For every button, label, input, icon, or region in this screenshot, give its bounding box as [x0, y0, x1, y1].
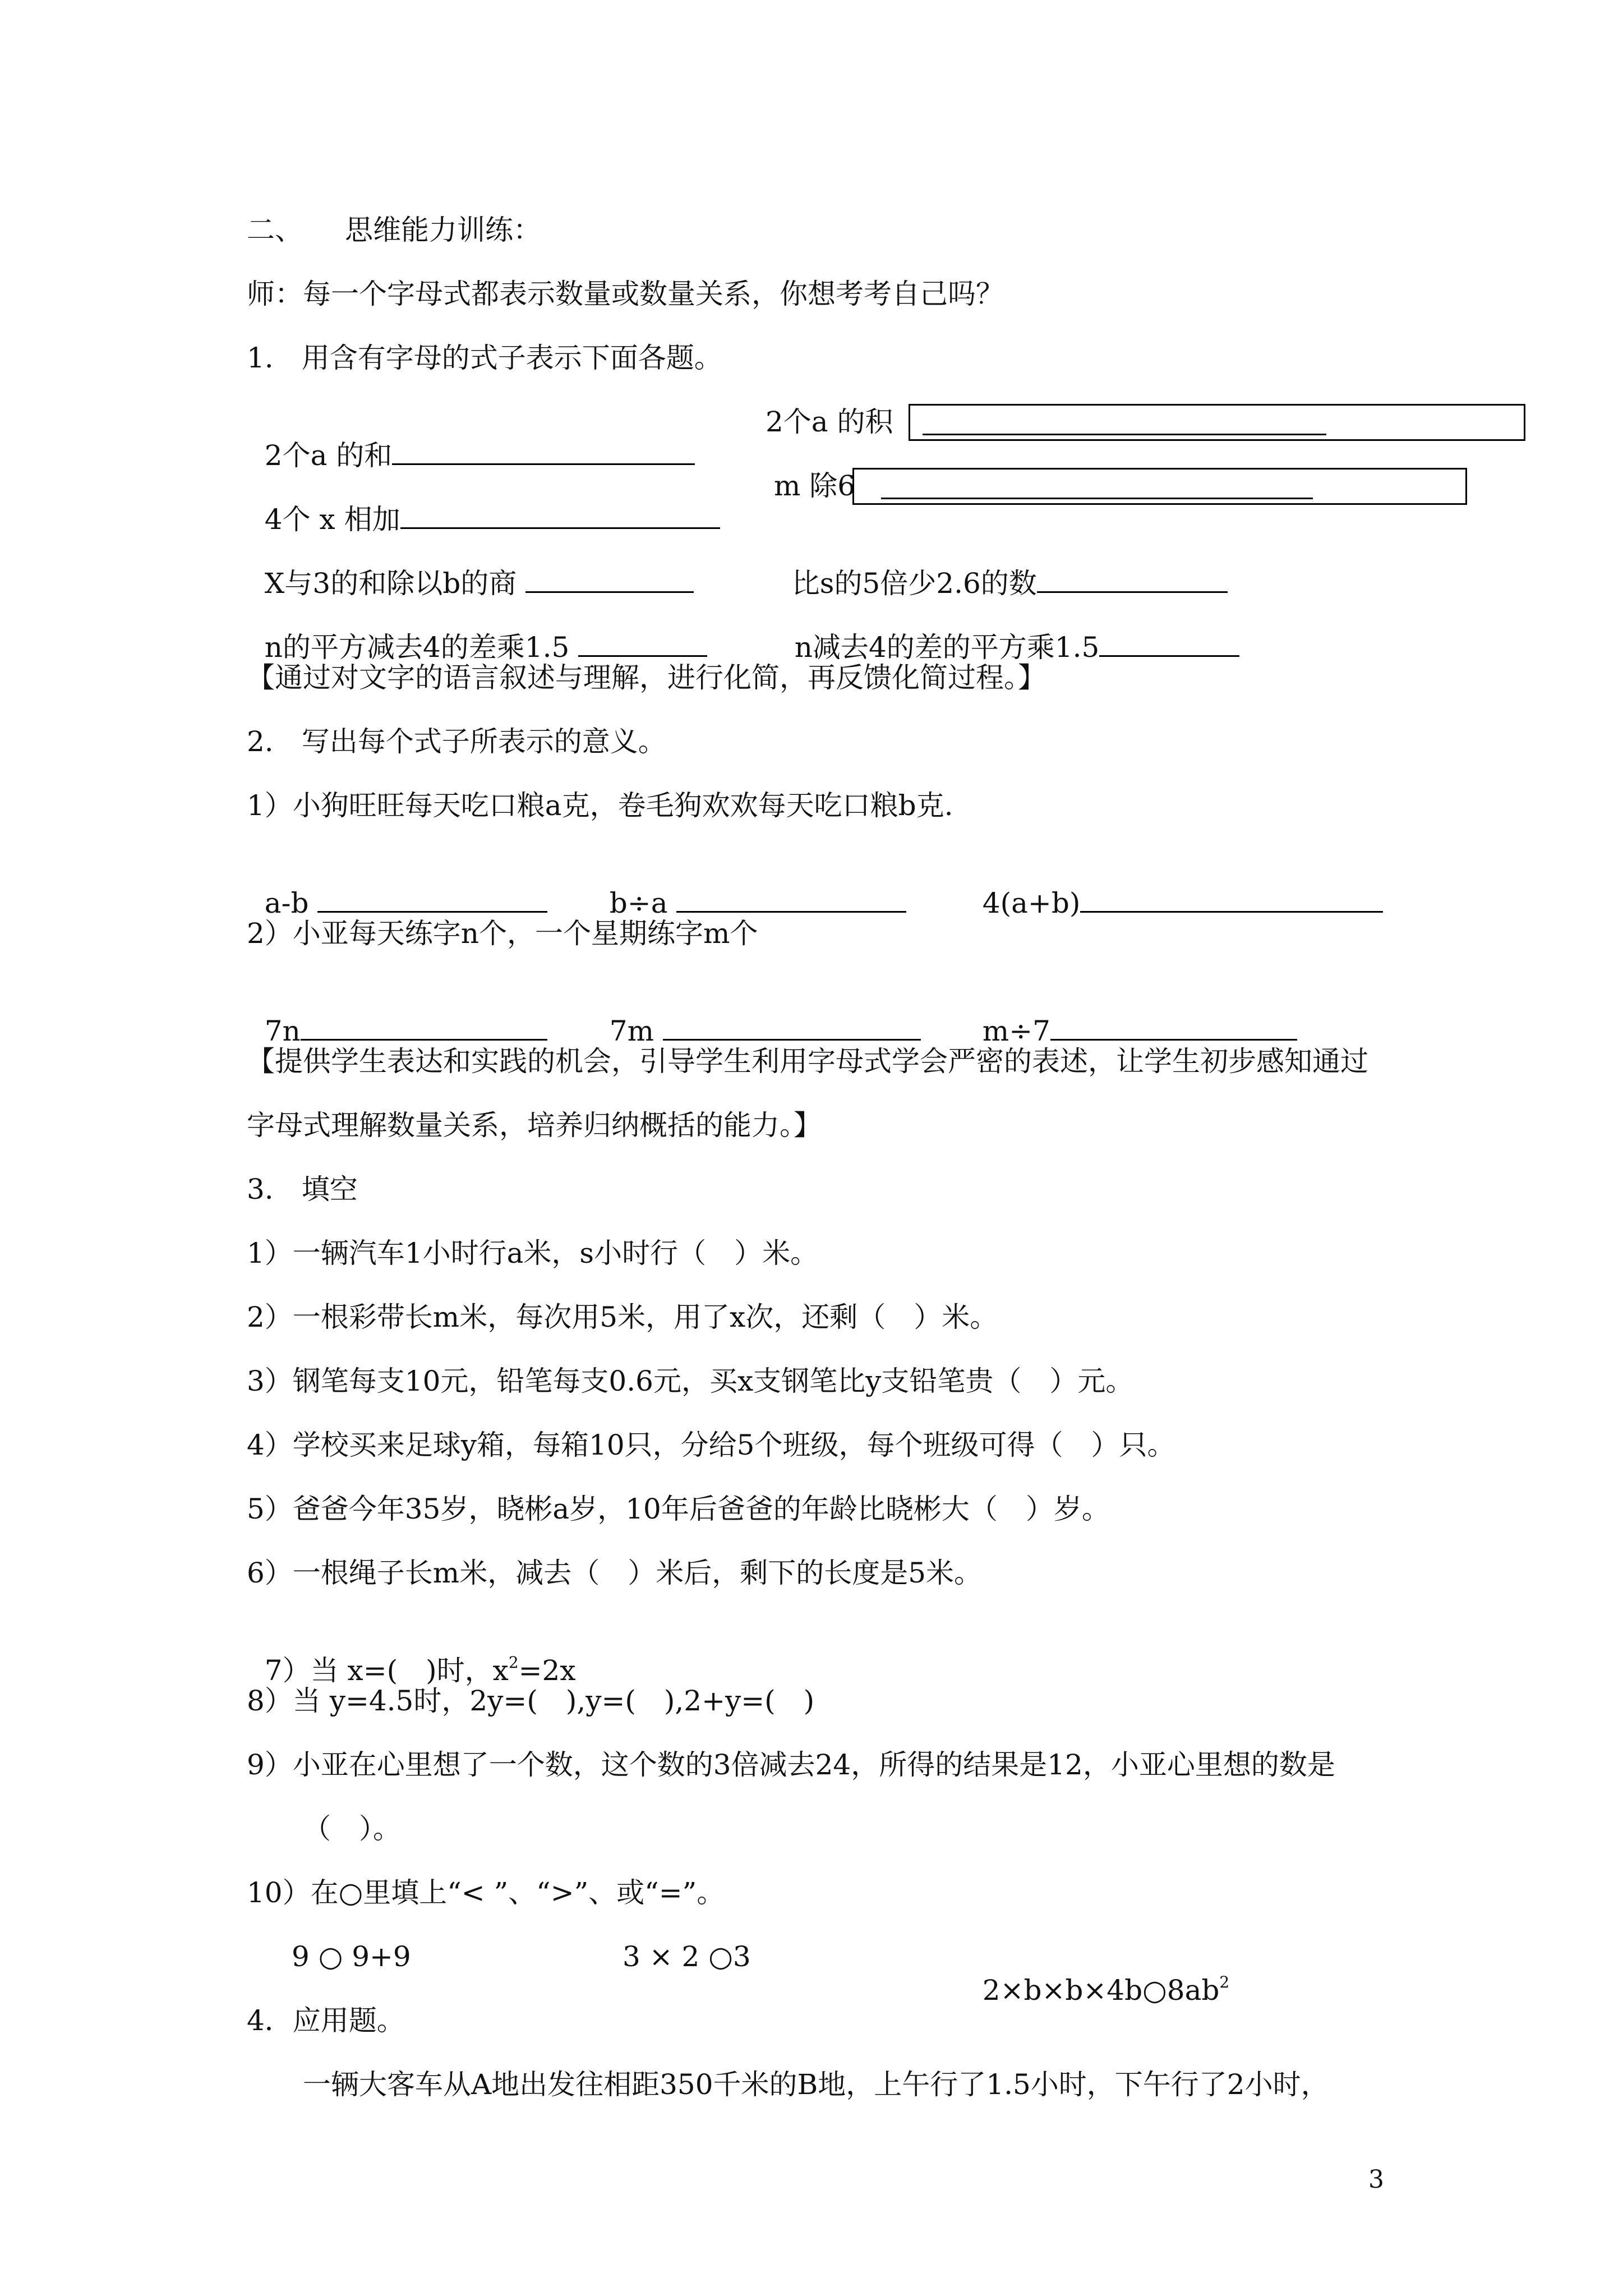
answer-blank[interactable]: [392, 439, 695, 465]
q3-item-9-cont: （ ）。: [303, 1812, 401, 1845]
q1-row4-right: n减去4的差的平方乘1.5: [777, 597, 1239, 664]
q2-title: 2. 写出每个式子所表示的意义。: [247, 725, 666, 758]
q3-item-10: 10）在○里填上“< ”、“>”、或“=”。: [247, 1876, 725, 1909]
answer-box[interactable]: [852, 468, 1467, 505]
q2-note-line-1: 【提供学生表达和实践的机会，引导学生利用字母式学会严密的表述，让学生初步感知通过: [247, 1045, 1368, 1078]
q3-item-9: 9）小亚在心里想了一个数，这个数的3倍减去24，所得的结果是12，小亚心里想的数是: [247, 1749, 1335, 1781]
q3-item-7: 7）当 x=( )时，$x^2=2x$: [264, 1653, 576, 1687]
q1-row4-left: n的平方减去4的差乘1.5: [247, 597, 707, 664]
q3-item-8: 8）当 y=4.5时，2y=( ),y=( ),2+y=( ): [247, 1685, 815, 1717]
q2-note-line-2: 字母式理解数量关系，培养归纳概括的能力。】: [247, 1109, 822, 1142]
q3-item-6: 6）一根绳子长m米，减去（ ）米后，剩下的长度是5米。: [247, 1557, 983, 1589]
q2-expr-2: b÷a: [592, 853, 906, 920]
q2-scenario-2: 2）小亚每天练字n个，一个星期练字m个: [247, 917, 758, 950]
q1-row3-left: X与3的和除以b的商: [247, 533, 694, 600]
q1-row1-left: 2个a 的和: [247, 405, 695, 472]
answer-blank[interactable]: [663, 1014, 921, 1041]
q1-row1-right: 2个a 的积: [766, 406, 893, 438]
section-title: 二、 思维能力训练：: [247, 214, 541, 246]
q2-scenario-1: 1）小狗旺旺每天吃口粮a克，卷毛狗欢欢每天吃口粮b克.: [247, 789, 953, 822]
page-number: 3: [1368, 2165, 1384, 2194]
q2-expr-5: 7m: [592, 981, 921, 1048]
answer-box[interactable]: [909, 404, 1525, 441]
q2-expr-6: m÷7: [965, 981, 1297, 1048]
q1-row2-right: m 除6: [774, 470, 856, 502]
q1-row3-right: 比s的5倍少2.6的数: [774, 533, 1228, 600]
q3-item-1: 1）一辆汽车1小时行a米，s小时行（ ）米。: [247, 1237, 819, 1269]
answer-blank[interactable]: [676, 886, 906, 913]
answer-blank[interactable]: [578, 631, 707, 657]
q3-item-2: 2）一根彩带长m米，每次用5米，用了x次，还剩（ ）米。: [247, 1301, 998, 1333]
q3-item-5: 5）爸爸今年35岁，晓彬a岁，10年后爸爸的年龄比晓彬大（ ）岁。: [247, 1493, 1110, 1525]
q1-row2-left: 4个 x 相加: [247, 469, 720, 536]
answer-blank[interactable]: [1037, 567, 1228, 593]
q3-title: 3. 填空: [247, 1173, 358, 1205]
q2-expr-3: 4(a+b): [965, 853, 1383, 920]
q2-expr-1: a-b: [247, 853, 547, 920]
answer-blank[interactable]: [1099, 631, 1239, 657]
compare-2: 3 × 2 ○3: [623, 1940, 751, 1973]
answer-blank[interactable]: [301, 1014, 547, 1041]
q3-item-4: 4）学校买来足球y箱，每箱10只，分给5个班级，每个班级可得（ ）只。: [247, 1429, 1175, 1461]
q4-text: 一辆大客车从A地出发往相距350千米的B地，上午行了1.5小时，下午行了2小时，: [303, 2068, 1329, 2101]
answer-blank[interactable]: [317, 886, 547, 913]
answer-blank[interactable]: [400, 503, 720, 529]
q4-title: 4．应用题。: [247, 2004, 405, 2037]
q1-note: 【通过对文字的语言叙述与理解，进行化简，再反馈化简过程。】: [247, 661, 1046, 694]
answer-blank[interactable]: [1050, 1014, 1297, 1041]
compare-3: $2\times b\times b\times 4b○8ab^2$: [982, 1973, 1230, 2007]
answer-blank[interactable]: [1080, 886, 1383, 913]
q1-title: 1. 用含有字母的式子表示下面各题。: [247, 342, 722, 374]
answer-blank[interactable]: [525, 567, 694, 593]
intro-text: 师：每一个字母式都表示数量或数量关系，你想考考自己吗？: [247, 278, 1004, 310]
compare-1: 9 ○ 9+9: [292, 1940, 411, 1973]
q2-expr-4: 7n: [247, 981, 547, 1048]
q3-item-3: 3）钢笔每支10元，铅笔每支0.6元，买x支钢笔比y支铅笔贵（ ）元。: [247, 1365, 1134, 1397]
